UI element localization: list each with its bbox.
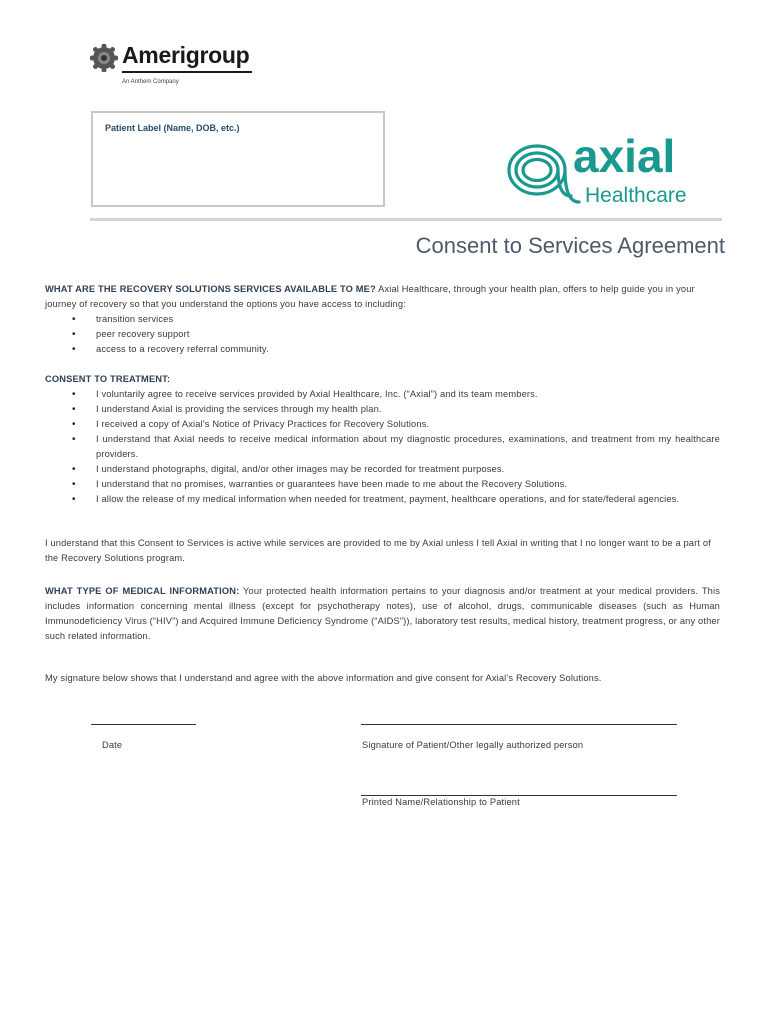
patient-signature-label: Signature of Patient/Other legally authorized person xyxy=(362,740,584,750)
medical-information-section xyxy=(45,584,720,644)
patient-label-box xyxy=(91,111,385,207)
list-item: • access to a recovery referral community. xyxy=(45,342,720,357)
list-item: • I voluntarily agree to receive services provided by Axial Healthcare, Inc. (“Axial”) and its team members. xyxy=(45,387,720,402)
section-heading: WHAT TYPE OF MEDICAL INFORMATION: xyxy=(45,586,240,596)
printed-name-label: Printed Name/Relationship to Patient xyxy=(362,797,520,807)
consent-to-treatment-section xyxy=(45,372,720,507)
amerigroup-emblem-icon xyxy=(90,44,118,72)
signature-statement: My signature below shows that I understand and agree with the above information and give consent for Axial’s Recovery Solutions. xyxy=(45,673,602,683)
list-item: • peer recovery support xyxy=(45,327,720,342)
list-item: • transition services xyxy=(45,312,720,327)
axial-wordmark: axial xyxy=(573,130,676,182)
logo-underline xyxy=(122,71,252,73)
header-divider xyxy=(90,218,722,221)
section-text: Axial Healthcare, through your health plan, offers to help guide you in your journey of recovery so that you understand the options you have access to including: xyxy=(45,284,695,309)
patient-signature-line[interactable] xyxy=(361,724,677,725)
section-heading: CONSENT TO TREATMENT: xyxy=(45,374,171,384)
amerigroup-tagline: An Anthem Company xyxy=(122,79,179,85)
consent-active-paragraph: I understand that this Consent to Services is active while services are provided to me by Axial unless I tell Axial in writing that I no longer want to be a part of the Recovery Solutions program. xyxy=(45,538,711,563)
recovery-services-section xyxy=(45,282,720,357)
list-item: • I understand photographs, digital, and/or other images may be recorded for treatment purposes. xyxy=(45,462,720,477)
list-item: • I understand that Axial needs to receive medical information about my diagnostic procedures, examinations, and treatment from my healthcare providers. xyxy=(45,432,720,462)
list-item: • I allow the release of my medical information when needed for treatment, payment, healthcare operations, and for state/federal agencies. xyxy=(45,492,720,507)
axial-healthcare-text: Healthcare xyxy=(585,184,687,207)
amerigroup-logo xyxy=(90,42,260,92)
date-line[interactable] xyxy=(91,724,196,725)
services-list xyxy=(45,312,720,357)
list-item: • I understand Axial is providing the services through my health plan. xyxy=(45,402,720,417)
printed-name-line[interactable] xyxy=(361,795,677,796)
list-item: • I received a copy of Axial’s Notice of Privacy Practices for Recovery Solutions. xyxy=(45,417,720,432)
date-label: Date xyxy=(102,740,123,750)
consent-list xyxy=(45,387,720,507)
page-title: Consent to Services Agreement xyxy=(415,233,725,258)
list-item: • I understand that no promises, warranties or guarantees have been made to me about the Recovery Solutions. xyxy=(45,477,720,492)
axial-healthcare-logo xyxy=(505,130,727,210)
amerigroup-name: Amerigroup xyxy=(122,42,250,68)
patient-label-caption: Patient Label (Name, DOB, etc.) xyxy=(105,123,240,133)
section-text: Your protected health information pertains to your diagnosis and/or treatment at your medical providers. This includes information concerning mental illness (except for psychotherapy notes), use of alcohol, drugs, communicable diseases (such as Human Immunodeficiency Virus (“HIV”) and Acquired Immune Deficiency Syndrome (“AIDS”)), laboratory test results, medical history, treatment progress, or any other such related information. xyxy=(45,586,720,641)
section-heading: WHAT ARE THE RECOVERY SOLUTIONS SERVICES AVAILABLE TO ME? xyxy=(45,284,376,294)
axial-swirl-icon xyxy=(505,130,727,210)
